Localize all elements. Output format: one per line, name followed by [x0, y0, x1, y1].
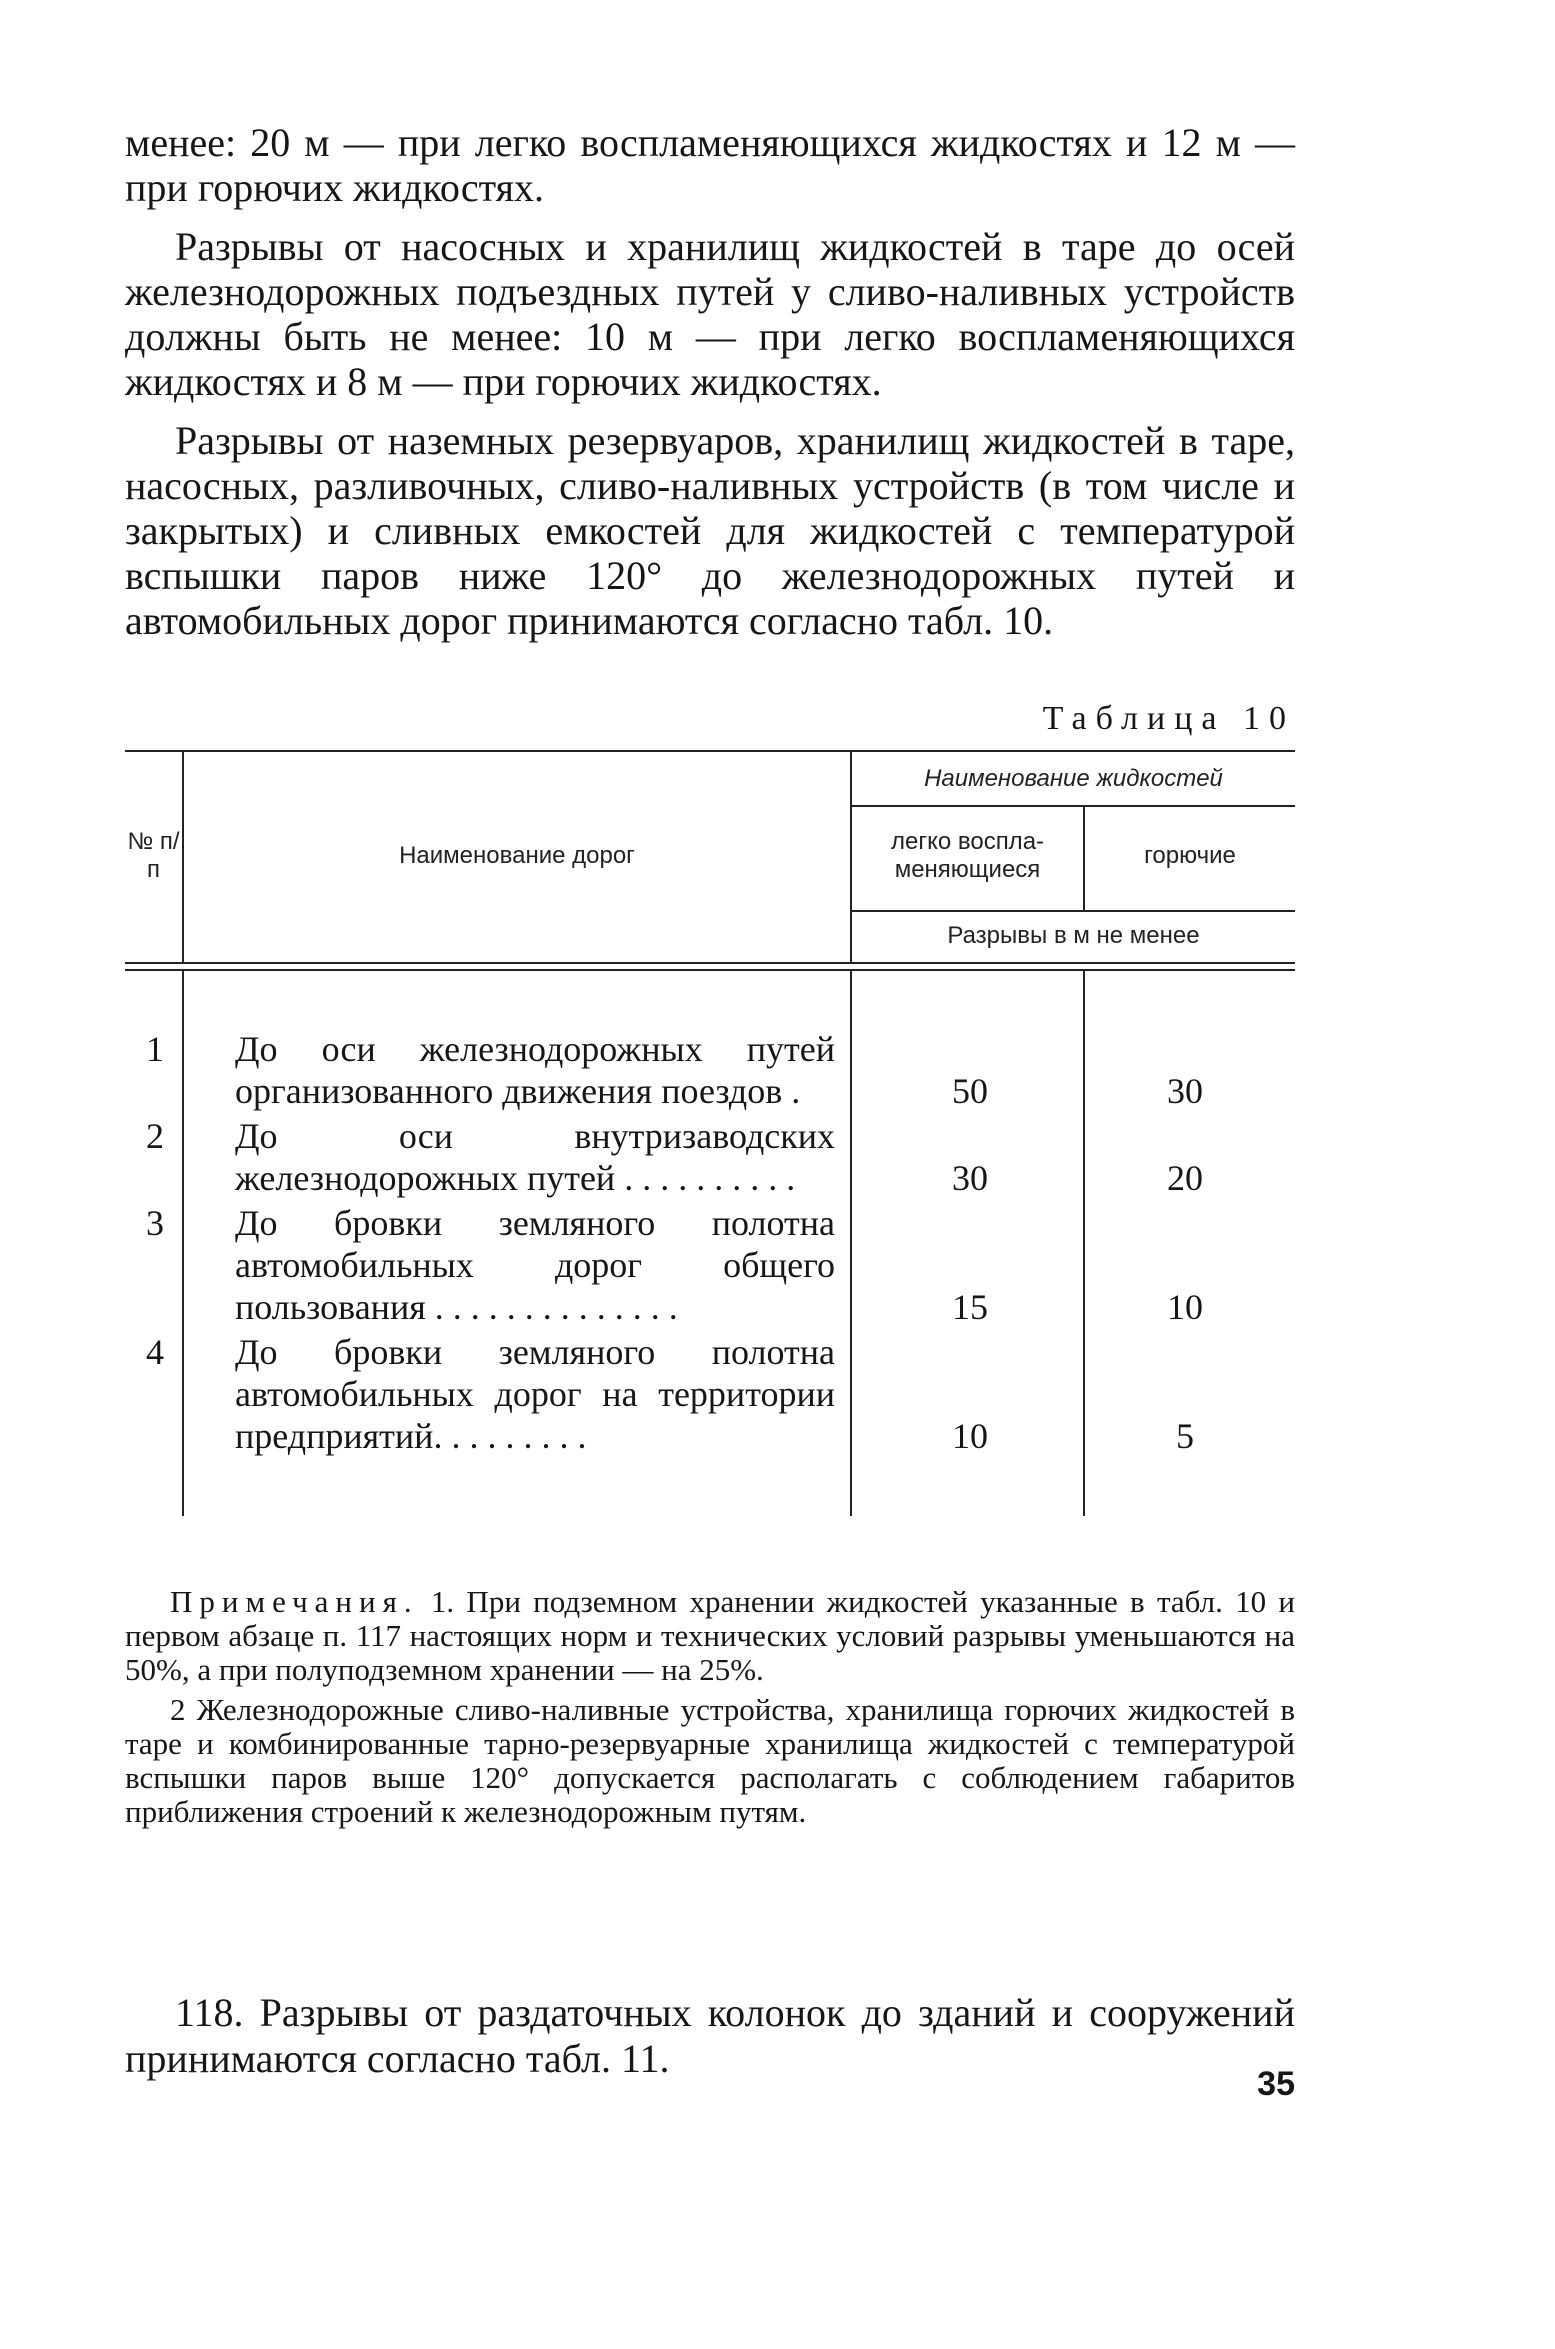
table-caption: Таблица 10 [1042, 700, 1295, 737]
note-2: 2 Железнодорожные сливо-наливные устройства, хранилища горючих жидкостей в таре и комбинированные тарно-резервуарные хранилища жидкостей с температурой вспышки паров выше 120° допускается располагать с соблюдением габаритов приближения строений к железнодорожным путям. [125, 1692, 1295, 1829]
subheader-rule [850, 910, 1295, 912]
group-header-rule [850, 805, 1295, 807]
row-combustible-value: 5 [1176, 1416, 1194, 1456]
row-flammable-value: 50 [952, 1071, 988, 1111]
col-rule-num-body [182, 971, 184, 1516]
col-rule-road-body [850, 971, 852, 1516]
notes-label: Примечания. [170, 1584, 419, 1619]
row-road-name: До бровки земляного полотна автомобильных дорог общего пользования . . . . . . . . . . . . . . [235, 1203, 835, 1327]
paragraph-118: 118. Разрывы от раздаточных колонок до зданий и сооружений принимаются согласно табл. 11. [125, 1990, 1295, 2081]
row-road-name: До бровки земляного полотна автомобильных дорог на территории предприятий. . . . . . . . . [235, 1332, 835, 1456]
paragraph-2: Разрывы от насосных и хранилищ жидкостей в таре до осей железнодорожных подъездных путей у сливо-наливных устройств должны быть не менее: 10 м — при легко воспламеняющихся жидкостях и 8 м — при горючих жидкостях. [125, 224, 1295, 404]
intro-text [125, 120, 1295, 657]
row-combustible-value: 30 [1167, 1071, 1203, 1111]
header-combustible: горючие [1144, 842, 1236, 869]
row-number: 3 [146, 1203, 164, 1243]
col-rule-liquids-body [1083, 971, 1085, 1516]
header-liquids-group: Наименование жидкостей [924, 765, 1223, 792]
table-top-rule [125, 750, 1295, 752]
row-road-name: До оси внутризаводских железнодорожных путей . . . . . . . . . . [235, 1116, 835, 1198]
distances-table [125, 750, 1295, 1520]
row-flammable-value: 10 [952, 1416, 988, 1456]
row-number: 4 [146, 1332, 164, 1372]
header-road: Наименование дорог [399, 842, 635, 869]
row-combustible-value: 20 [1167, 1158, 1203, 1198]
notes [125, 1585, 1295, 1835]
row-number: 2 [146, 1116, 164, 1156]
header-units: Разрывы в м не менее [947, 922, 1200, 949]
note-1-text: 1. При подземном хранении жидкостей указанные в табл. 10 и первом абзаце п. 117 настоящих норм и технических условий разрывы уменьшаются на 50%, а при полуподземном хранении — на 25%. [125, 1584, 1295, 1687]
header-num: № п/п [127, 828, 180, 883]
row-road-name: До оси железнодорожных путей организованного движения поездов . [235, 1029, 835, 1111]
header-bottom-rule-2 [125, 969, 1295, 971]
paragraph-3: Разрывы от наземных резервуаров, хранилищ жидкостей в таре, насосных, разливочных, сливо-наливных устройств (в том числе и закрытых) и сливных емкостей для жидкостей с температурой вспышки паров ниже 120° до железнодорожных путей и автомобильных дорог принимаются согласно табл. 10. [125, 418, 1295, 643]
row-number: 1 [146, 1029, 164, 1069]
note-1 [125, 1585, 1295, 1687]
col-rule-num-header [182, 750, 184, 962]
header-bottom-rule [125, 962, 1295, 964]
row-combustible-value: 10 [1167, 1287, 1203, 1327]
row-flammable-value: 30 [952, 1158, 988, 1198]
paragraph-1: менее: 20 м — при легко воспламеняющихся жидкостях и 12 м — при горючих жидкостях. [125, 120, 1295, 210]
row-flammable-value: 15 [952, 1287, 988, 1327]
page-number: 35 [1257, 2065, 1295, 2103]
header-flammable: легко воспла-меняющиеся [890, 828, 1045, 883]
